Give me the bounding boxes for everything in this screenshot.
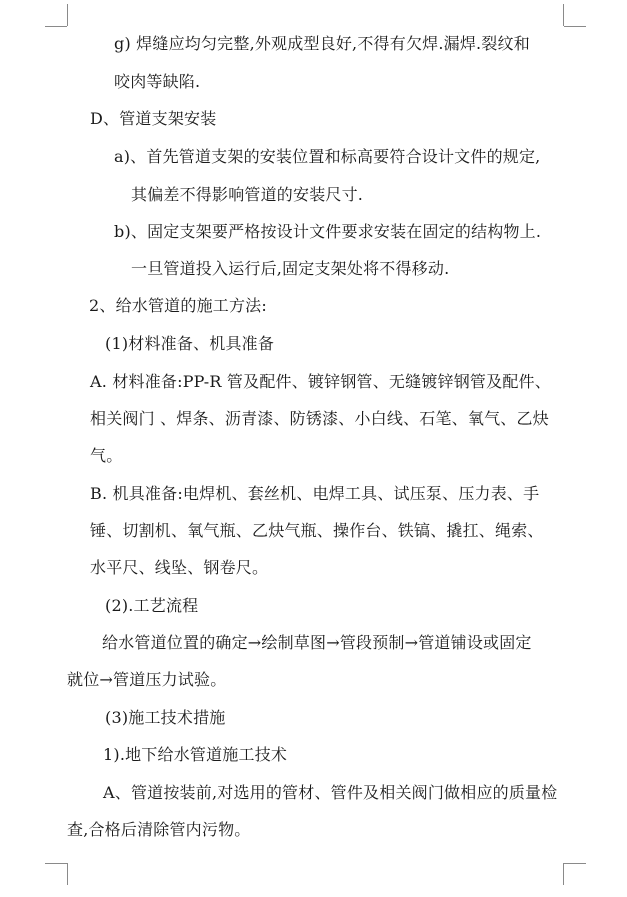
text-line: A、管道按装前,对选用的管材、管件及相关阀门做相应的质量检	[103, 783, 558, 802]
crop-mark-top-right-v	[563, 4, 564, 26]
crop-mark-bottom-right-v	[563, 863, 564, 885]
text-line: 查,合格后清除管内污物。	[67, 820, 251, 839]
text-line: 咬肉等缺陷.	[114, 72, 201, 91]
text-line: 一旦管道投入运行后,固定支架处将不得移动.	[131, 259, 450, 278]
subsection-heading: (1)材料准备、机具准备	[105, 334, 275, 353]
text-line: 其偏差不得影响管道的安装尺寸.	[131, 185, 364, 204]
text-line: 锤、切割机、氧气瓶、乙炔气瓶、操作台、铁镐、撬扛、绳索、	[90, 521, 544, 540]
subsection-heading: (2).工艺流程	[105, 596, 199, 615]
subsection-heading: (3)施工技术措施	[105, 708, 226, 727]
crop-mark-bottom-left-h	[45, 863, 67, 864]
crop-mark-top-left-h	[45, 26, 67, 27]
crop-mark-top-left-v	[67, 4, 68, 26]
text-line: 气。	[90, 446, 123, 465]
text-line: g) 焊缝应均匀完整,外观成型良好,不得有欠焊.漏焊.裂纹和	[114, 34, 530, 53]
section-heading: 2、给水管道的施工方法:	[89, 296, 267, 315]
section-heading: D、管道支架安装	[90, 109, 217, 128]
crop-mark-bottom-right-h	[564, 863, 586, 864]
text-line: 给水管道位置的确定→绘制草图→管段预制→管道铺设或固定	[102, 633, 532, 652]
crop-mark-bottom-left-v	[67, 863, 68, 885]
text-line: 相关阀门 、焊条、沥青漆、防锈漆、小白线、石笔、氧气、乙炔	[90, 409, 549, 428]
text-line: A. 材料准备:PP-R 管及配件、镀锌钢管、无缝镀锌钢管及配件、	[90, 372, 551, 391]
text-line: b)、固定支架要严格按设计文件要求安装在固定的结构物上.	[114, 222, 542, 241]
text-line: 水平尺、线坠、钢卷尺。	[90, 558, 269, 577]
subsection-heading: 1).地下给水管道施工技术	[103, 745, 288, 764]
text-line: B. 机具准备:电焊机、套丝机、电焊工具、试压泵、压力表、手	[90, 484, 540, 503]
crop-mark-top-right-h	[564, 26, 586, 27]
text-line: a)、首先管道支架的安装位置和标高要符合设计文件的规定,	[114, 147, 541, 166]
text-line: 就位→管道压力试验。	[67, 670, 227, 689]
